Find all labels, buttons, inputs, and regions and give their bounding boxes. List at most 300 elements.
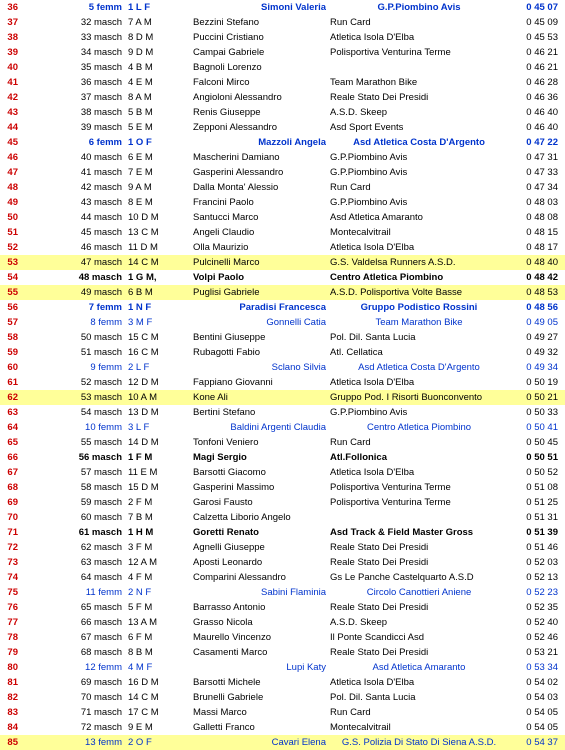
class-code-cell: 1 F M — [128, 452, 153, 463]
result-row — [0, 315, 565, 330]
class-code-cell: 3 F M — [128, 542, 153, 553]
category-cell: 48 masch — [78, 272, 122, 283]
result-row — [0, 375, 565, 390]
result-row — [0, 630, 565, 645]
category-cell: 12 femm — [85, 662, 122, 673]
category-cell: 67 masch — [80, 632, 122, 643]
time-cell: 0 47 22 — [526, 137, 558, 148]
club-cell: Atletica Isola D'Elba — [330, 32, 415, 43]
position-cell: 54 — [7, 272, 18, 283]
class-code-cell: 13 A M — [128, 617, 158, 628]
result-row — [0, 60, 565, 75]
class-code-cell: 8 B M — [128, 647, 153, 658]
club-cell: A.S.D. Skeep — [330, 617, 388, 628]
class-code-cell: 3 M F — [128, 317, 153, 328]
class-code-cell: 4 E M — [128, 77, 153, 88]
category-cell: 57 masch — [80, 467, 122, 478]
class-code-cell: 6 E M — [128, 152, 153, 163]
athlete-name-cell: Volpi Paolo — [193, 272, 245, 283]
result-row — [0, 735, 565, 750]
category-cell: 58 masch — [80, 482, 122, 493]
time-cell: 0 52 23 — [526, 587, 558, 598]
athlete-name-cell: Gonnelli Catia — [266, 317, 326, 328]
category-cell: 50 masch — [80, 332, 122, 343]
athlete-name-cell: Bagnoli Lorenzo — [193, 62, 262, 73]
class-code-cell: 14 D M — [128, 437, 159, 448]
position-cell: 62 — [7, 392, 18, 403]
category-cell: 10 femm — [85, 422, 122, 433]
result-row — [0, 555, 565, 570]
club-cell: Team Marathon Bike — [330, 77, 418, 88]
athlete-name-cell: Massi Marco — [193, 707, 247, 718]
class-code-cell: 5 F M — [128, 602, 153, 613]
position-cell: 67 — [7, 467, 18, 478]
result-row — [0, 525, 565, 540]
time-cell: 0 45 09 — [526, 17, 558, 28]
class-code-cell: 3 L F — [128, 422, 150, 433]
club-cell: Atletica Isola D'Elba — [330, 677, 415, 688]
time-cell: 0 49 05 — [526, 317, 558, 328]
class-code-cell: 9 A M — [128, 182, 152, 193]
category-cell: 65 masch — [80, 602, 122, 613]
class-code-cell: 7 B M — [128, 512, 153, 523]
result-row — [0, 255, 565, 270]
athlete-name-cell: Angioloni Alessandro — [193, 92, 282, 103]
club-cell: Reale Stato Dei Presidi — [330, 542, 429, 553]
time-cell: 0 50 33 — [526, 407, 558, 418]
class-code-cell: 13 C M — [128, 227, 159, 238]
club-cell: Gruppo Podistico Rossini — [360, 302, 478, 313]
class-code-cell: 2 L F — [128, 362, 150, 373]
time-cell: 0 51 31 — [526, 512, 558, 523]
athlete-name-cell: Maurello Vincenzo — [193, 632, 271, 643]
club-cell: Reale Stato Dei Presidi — [330, 92, 429, 103]
class-code-cell: 11 D M — [128, 242, 158, 253]
club-cell: Atl.Follonica — [330, 452, 387, 463]
position-cell: 48 — [7, 182, 18, 193]
result-row — [0, 270, 565, 285]
time-cell: 0 52 03 — [526, 557, 558, 568]
club-cell: Atletica Isola D'Elba — [330, 377, 415, 388]
result-row — [0, 90, 565, 105]
category-cell: 56 masch — [78, 452, 122, 463]
athlete-name-cell: Lupi Katy — [286, 662, 326, 673]
time-cell: 0 54 05 — [526, 722, 558, 733]
result-row — [0, 540, 565, 555]
position-cell: 64 — [7, 422, 18, 433]
time-cell: 0 46 21 — [526, 62, 558, 73]
position-cell: 82 — [7, 692, 18, 703]
position-cell: 58 — [7, 332, 18, 343]
class-code-cell: 9 E M — [128, 722, 153, 733]
category-cell: 8 femm — [90, 317, 122, 328]
position-cell: 53 — [7, 257, 18, 268]
result-row — [0, 45, 565, 60]
class-code-cell: 12 A M — [128, 557, 158, 568]
athlete-name-cell: Magi Sergio — [193, 452, 247, 463]
category-cell: 54 masch — [80, 407, 122, 418]
position-cell: 51 — [7, 227, 18, 238]
position-cell: 45 — [7, 137, 18, 148]
category-cell: 11 femm — [85, 587, 122, 598]
class-code-cell: 2 F M — [128, 497, 153, 508]
category-cell: 60 masch — [80, 512, 122, 523]
result-row — [0, 405, 565, 420]
athlete-name-cell: Falconi Mirco — [193, 77, 250, 88]
position-cell: 43 — [7, 107, 18, 118]
category-cell: 6 femm — [88, 137, 122, 148]
athlete-name-cell: Baldini Argenti Claudia — [230, 422, 326, 433]
club-cell: G.P.Piombino Avis — [377, 2, 461, 13]
category-cell: 52 masch — [80, 377, 122, 388]
club-cell: Pol. Dil. Santa Lucia — [330, 332, 416, 343]
category-cell: 41 masch — [80, 167, 122, 178]
result-row — [0, 660, 565, 675]
athlete-name-cell: Tonfoni Veniero — [193, 437, 259, 448]
category-cell: 59 masch — [80, 497, 122, 508]
time-cell: 0 52 46 — [526, 632, 558, 643]
result-row — [0, 240, 565, 255]
result-row — [0, 300, 565, 315]
time-cell: 0 45 53 — [526, 32, 558, 43]
athlete-name-cell: Brunelli Gabriele — [193, 692, 264, 703]
athlete-name-cell: Sclano Silvia — [271, 362, 326, 373]
athlete-name-cell: Olla Maurizio — [193, 242, 249, 253]
position-cell: 39 — [7, 47, 18, 58]
position-cell: 42 — [7, 92, 18, 103]
class-code-cell: 4 M F — [128, 662, 153, 673]
category-cell: 44 masch — [80, 212, 122, 223]
position-cell: 47 — [7, 167, 18, 178]
time-cell: 0 54 37 — [526, 737, 558, 748]
result-row — [0, 675, 565, 690]
athlete-name-cell: Grasso Nicola — [193, 617, 253, 628]
category-cell: 62 masch — [80, 542, 122, 553]
result-row — [0, 165, 565, 180]
class-code-cell: 10 D M — [128, 212, 159, 223]
athlete-name-cell: Garosi Fausto — [193, 497, 253, 508]
category-cell: 61 masch — [78, 527, 122, 538]
category-cell: 53 masch — [80, 392, 122, 403]
category-cell: 71 masch — [80, 707, 122, 718]
result-row — [0, 390, 565, 405]
club-cell: Montecalvitrail — [330, 227, 391, 238]
athlete-name-cell: Dalla Monta' Alessio — [193, 182, 279, 193]
result-row — [0, 450, 565, 465]
time-cell: 0 48 42 — [526, 272, 558, 283]
result-row — [0, 645, 565, 660]
class-code-cell: 6 F M — [128, 632, 153, 643]
result-row — [0, 0, 565, 15]
athlete-name-cell: Galletti Franco — [193, 722, 255, 733]
club-cell: Run Card — [330, 437, 371, 448]
result-row — [0, 585, 565, 600]
athlete-name-cell: Bentini Giuseppe — [193, 332, 266, 343]
position-cell: 78 — [7, 632, 18, 643]
category-cell: 49 masch — [80, 287, 122, 298]
category-cell: 46 masch — [80, 242, 122, 253]
athlete-name-cell: Fappiano Giovanni — [193, 377, 273, 388]
category-cell: 9 femm — [90, 362, 122, 373]
time-cell: 0 46 36 — [526, 92, 558, 103]
category-cell: 51 masch — [80, 347, 122, 358]
athlete-name-cell: Puccini Cristiano — [193, 32, 264, 43]
time-cell: 0 48 03 — [526, 197, 558, 208]
club-cell: G.P.Piombino Avis — [330, 407, 408, 418]
class-code-cell: 15 C M — [128, 332, 159, 343]
position-cell: 57 — [7, 317, 18, 328]
time-cell: 0 49 34 — [526, 362, 558, 373]
position-cell: 59 — [7, 347, 18, 358]
result-row — [0, 570, 565, 585]
position-cell: 41 — [7, 77, 18, 88]
position-cell: 49 — [7, 197, 18, 208]
category-cell: 66 masch — [80, 617, 122, 628]
club-cell: Reale Stato Dei Presidi — [330, 602, 429, 613]
class-code-cell: 5 B M — [128, 107, 153, 118]
result-row — [0, 30, 565, 45]
club-cell: Reale Stato Dei Presidi — [330, 557, 429, 568]
athlete-name-cell: Casamenti Marco — [193, 647, 268, 658]
time-cell: 0 48 56 — [526, 302, 558, 313]
club-cell: Team Marathon Bike — [375, 317, 463, 328]
club-cell: Montecalvitrail — [330, 722, 391, 733]
position-cell: 60 — [7, 362, 18, 373]
result-row — [0, 75, 565, 90]
club-cell: Run Card — [330, 182, 371, 193]
club-cell: Atl. Cellatica — [330, 347, 383, 358]
athlete-name-cell: Simoni Valeria — [261, 2, 326, 13]
class-code-cell: 13 D M — [128, 407, 159, 418]
class-code-cell: 16 C M — [128, 347, 159, 358]
category-cell: 72 masch — [80, 722, 122, 733]
class-code-cell: 11 E M — [128, 467, 158, 478]
position-cell: 74 — [7, 572, 18, 583]
category-cell: 37 masch — [80, 92, 122, 103]
class-code-cell: 1 L F — [128, 2, 150, 13]
position-cell: 71 — [7, 527, 18, 538]
class-code-cell: 6 B M — [128, 287, 153, 298]
athlete-name-cell: Rubagotti Fabio — [193, 347, 261, 358]
position-cell: 83 — [7, 707, 18, 718]
position-cell: 46 — [7, 152, 18, 163]
time-cell: 0 49 27 — [526, 332, 558, 343]
category-cell: 39 masch — [80, 122, 122, 133]
result-row — [0, 15, 565, 30]
class-code-cell: 5 E M — [128, 122, 153, 133]
result-row — [0, 480, 565, 495]
result-row — [0, 105, 565, 120]
position-cell: 69 — [7, 497, 18, 508]
time-cell: 0 53 34 — [526, 662, 558, 673]
time-cell: 0 54 05 — [526, 707, 558, 718]
club-cell: G.P.Piombino Avis — [330, 167, 408, 178]
club-cell: Asd Track & Field Master Gross — [330, 527, 474, 538]
club-cell: A.S.D. Polisportiva Volte Basse — [330, 287, 463, 298]
result-row — [0, 225, 565, 240]
result-row — [0, 195, 565, 210]
club-cell: Il Ponte Scandicci Asd — [330, 632, 424, 643]
class-code-cell: 8 A M — [128, 92, 152, 103]
result-row — [0, 495, 565, 510]
time-cell: 0 54 02 — [526, 677, 558, 688]
athlete-name-cell: Barrasso Antonio — [193, 602, 266, 613]
club-cell: Asd Atletica Amaranto — [330, 212, 423, 223]
class-code-cell: 14 C M — [128, 257, 159, 268]
athlete-name-cell: Campai Gabriele — [193, 47, 265, 58]
time-cell: 0 47 33 — [526, 167, 558, 178]
time-cell: 0 48 53 — [526, 287, 558, 298]
class-code-cell: 4 B M — [128, 62, 153, 73]
athlete-name-cell: Angeli Claudio — [193, 227, 255, 238]
category-cell: 70 masch — [80, 692, 122, 703]
athlete-name-cell: Gasperini Alessandro — [193, 167, 284, 178]
time-cell: 0 47 34 — [526, 182, 558, 193]
club-cell: Polisportiva Venturina Terme — [330, 47, 451, 58]
position-cell: 73 — [7, 557, 18, 568]
position-cell: 61 — [7, 377, 18, 388]
time-cell: 0 49 32 — [526, 347, 558, 358]
class-code-cell: 14 C M — [128, 692, 159, 703]
club-cell: Asd Atletica Costa D'Argento — [353, 137, 485, 148]
position-cell: 81 — [7, 677, 18, 688]
club-cell: Run Card — [330, 707, 371, 718]
position-cell: 85 — [7, 737, 18, 748]
class-code-cell: 4 F M — [128, 572, 153, 583]
athlete-name-cell: Santucci Marco — [193, 212, 259, 223]
category-cell: 40 masch — [80, 152, 122, 163]
club-cell: Asd Atletica Amaranto — [372, 662, 466, 673]
time-cell: 0 47 31 — [526, 152, 558, 163]
position-cell: 52 — [7, 242, 18, 253]
category-cell: 69 masch — [80, 677, 122, 688]
club-cell: Atletica Isola D'Elba — [330, 242, 415, 253]
result-row — [0, 135, 565, 150]
athlete-name-cell: Francini Paolo — [193, 197, 254, 208]
athlete-name-cell: Pulcinelli Marco — [193, 257, 260, 268]
time-cell: 0 50 52 — [526, 467, 558, 478]
class-code-cell: 9 D M — [128, 47, 154, 58]
category-cell: 36 masch — [80, 77, 122, 88]
time-cell: 0 48 17 — [526, 242, 558, 253]
result-row — [0, 465, 565, 480]
position-cell: 65 — [7, 437, 18, 448]
club-cell: Reale Stato Dei Presidi — [330, 647, 429, 658]
class-code-cell: 15 D M — [128, 482, 159, 493]
athlete-name-cell: Calzetta Liborio Angelo — [193, 512, 291, 523]
class-code-cell: 7 E M — [128, 167, 153, 178]
result-row — [0, 615, 565, 630]
club-cell: Atletica Isola D'Elba — [330, 467, 415, 478]
time-cell: 0 51 39 — [526, 527, 558, 538]
category-cell: 64 masch — [80, 572, 122, 583]
club-cell: G.S. Polizia Di Stato Di Siena A.S.D. — [341, 737, 497, 748]
time-cell: 0 46 40 — [526, 107, 558, 118]
result-row — [0, 180, 565, 195]
category-cell: 35 masch — [80, 62, 122, 73]
athlete-name-cell: Sabini Flaminia — [261, 587, 326, 598]
class-code-cell: 8 E M — [128, 197, 153, 208]
athlete-name-cell: Aposti Leonardo — [193, 557, 263, 568]
athlete-name-cell: Barsotti Giacomo — [193, 467, 266, 478]
position-cell: 84 — [7, 722, 18, 733]
athlete-name-cell: Mazzoli Angela — [258, 137, 326, 148]
position-cell: 70 — [7, 512, 18, 523]
result-row — [0, 600, 565, 615]
position-cell: 75 — [7, 587, 18, 598]
class-code-cell: 1 N F — [128, 302, 152, 313]
athlete-name-cell: Cavari Elena — [271, 737, 326, 748]
result-row — [0, 210, 565, 225]
time-cell: 0 46 28 — [526, 77, 558, 88]
class-code-cell: 2 N F — [128, 587, 152, 598]
class-code-cell: 17 C M — [128, 707, 159, 718]
time-cell: 0 46 40 — [526, 122, 558, 133]
category-cell: 5 femm — [88, 2, 122, 13]
athlete-name-cell: Barsotti Michele — [193, 677, 261, 688]
club-cell: Polisportiva Venturina Terme — [330, 497, 451, 508]
athlete-name-cell: Goretti Renato — [193, 527, 259, 538]
time-cell: 0 51 08 — [526, 482, 558, 493]
result-row — [0, 150, 565, 165]
result-row — [0, 705, 565, 720]
athlete-name-cell: Gasperini Massimo — [193, 482, 275, 493]
category-cell: 43 masch — [80, 197, 122, 208]
position-cell: 68 — [7, 482, 18, 493]
time-cell: 0 45 07 — [526, 2, 558, 13]
athlete-name-cell: Zepponi Alessandro — [193, 122, 277, 133]
time-cell: 0 50 21 — [526, 392, 558, 403]
position-cell: 72 — [7, 542, 18, 553]
time-cell: 0 48 08 — [526, 212, 558, 223]
athlete-name-cell: Puglisi Gabriele — [193, 287, 260, 298]
class-code-cell: 12 D M — [128, 377, 159, 388]
position-cell: 55 — [7, 287, 18, 298]
category-cell: 38 masch — [80, 107, 122, 118]
position-cell: 36 — [7, 2, 18, 13]
class-code-cell: 7 A M — [128, 17, 152, 28]
club-cell: Polisportiva Venturina Terme — [330, 482, 451, 493]
position-cell: 76 — [7, 602, 18, 613]
time-cell: 0 51 46 — [526, 542, 558, 553]
result-row — [0, 120, 565, 135]
club-cell: Gs Le Panche Castelquarto A.S.D — [330, 572, 474, 583]
athlete-name-cell: Paradisi Francesca — [239, 302, 326, 313]
result-row — [0, 330, 565, 345]
category-cell: 34 masch — [80, 47, 122, 58]
time-cell: 0 50 45 — [526, 437, 558, 448]
time-cell: 0 48 40 — [526, 257, 558, 268]
category-cell: 63 masch — [80, 557, 122, 568]
result-row — [0, 720, 565, 735]
position-cell: 37 — [7, 17, 18, 28]
athlete-name-cell: Agnelli Giuseppe — [193, 542, 265, 553]
category-cell: 45 masch — [80, 227, 122, 238]
category-cell: 55 masch — [80, 437, 122, 448]
club-cell: Pol. Dil. Santa Lucia — [330, 692, 416, 703]
club-cell: Circolo Canottieri Aniene — [366, 587, 472, 598]
position-cell: 80 — [7, 662, 18, 673]
class-code-cell: 2 O F — [128, 737, 152, 748]
time-cell: 0 52 35 — [526, 602, 558, 613]
time-cell: 0 53 21 — [526, 647, 558, 658]
club-cell: A.S.D. Skeep — [330, 107, 388, 118]
club-cell: Asd Atletica Costa D'Argento — [358, 362, 480, 373]
result-row — [0, 285, 565, 300]
time-cell: 0 51 25 — [526, 497, 558, 508]
category-cell: 68 masch — [80, 647, 122, 658]
athlete-name-cell: Kone Ali — [193, 392, 228, 403]
